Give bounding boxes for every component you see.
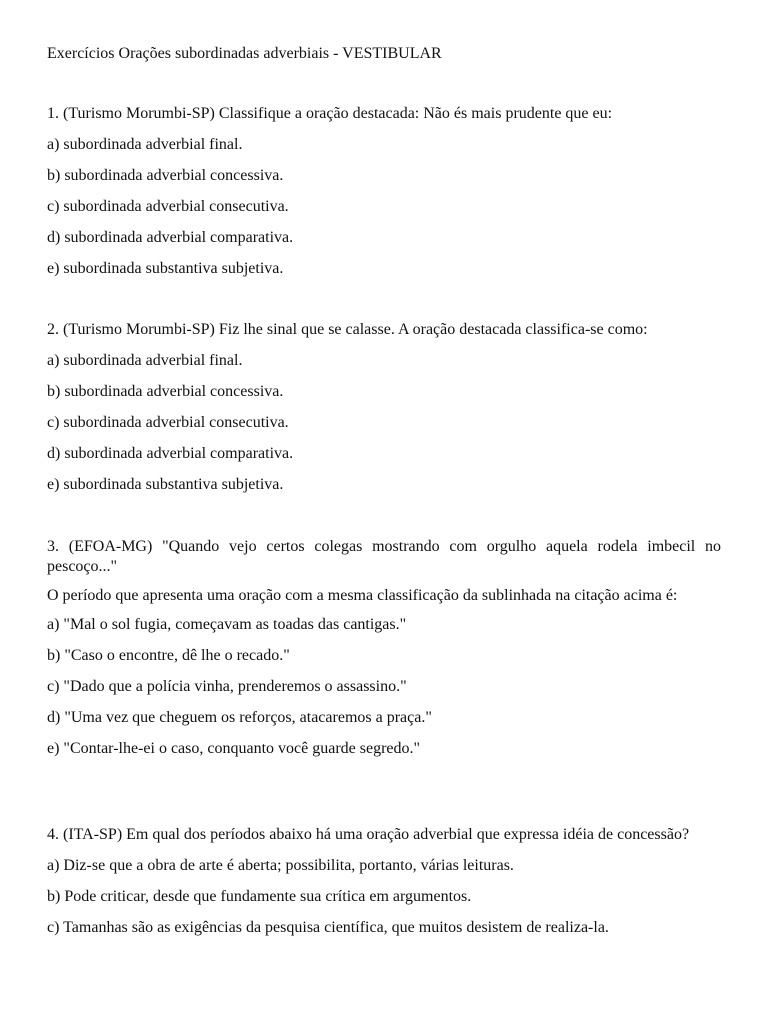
question-instruction: O período que apresenta uma oração com a mesma classificação da sublinhada na citação acima é: bbox=[47, 587, 678, 604]
option-d: d) "Uma vez que cheguem os reforços, atacaremos a praça." bbox=[47, 709, 432, 726]
option-c: c) Tamanhas são as exigências da pesquisa científica, que muitos desistem de realiza-la. bbox=[47, 919, 609, 936]
option-e: e) subordinada substantiva subjetiva. bbox=[47, 260, 284, 277]
option-a: a) subordinada adverbial final. bbox=[47, 352, 243, 369]
option-b: b) subordinada adverbial concessiva. bbox=[47, 167, 284, 184]
question-stem: 3. (EFOA-MG) "Quando vejo certos colegas mostrando com orgulho aquela rodela imbecil no pescoço..." bbox=[47, 538, 721, 575]
question-stem: 4. (ITA-SP) Em qual dos períodos abaixo há uma oração adverbial que expressa idéia de concessão? bbox=[47, 826, 690, 843]
option-e: e) subordinada substantiva subjetiva. bbox=[47, 476, 284, 493]
option-a: a) "Mal o sol fugia, começavam as toadas das cantigas." bbox=[47, 616, 407, 633]
options-list bbox=[47, 856, 721, 938]
option-e: e) "Contar-lhe-ei o caso, conquanto você guarde segredo." bbox=[47, 740, 421, 757]
option-d: d) subordinada adverbial comparativa. bbox=[47, 229, 294, 246]
option-d: d) subordinada adverbial comparativa. bbox=[47, 445, 294, 462]
option-b: b) Pode criticar, desde que fundamente sua crítica em argumentos. bbox=[47, 888, 472, 905]
option-a: a) subordinada adverbial final. bbox=[47, 136, 243, 153]
question-3 bbox=[47, 537, 721, 759]
options-list bbox=[47, 351, 721, 495]
option-b: b) "Caso o encontre, dê lhe o recado." bbox=[47, 647, 290, 664]
question-stem: 1. (Turismo Morumbi-SP) Classifique a oração destacada: Não és mais prudente que eu: bbox=[47, 105, 613, 122]
options-list bbox=[47, 135, 721, 279]
question-stem: 2. (Turismo Morumbi-SP) Fiz lhe sinal que se calasse. A oração destacada classifica-se como: bbox=[47, 321, 648, 338]
options-list bbox=[47, 615, 721, 759]
question-2 bbox=[47, 320, 721, 495]
option-c: c) subordinada adverbial consecutiva. bbox=[47, 198, 289, 215]
document-title: Exercícios Orações subordinadas adverbiais - VESTIBULAR bbox=[47, 45, 442, 62]
question-1 bbox=[47, 104, 721, 279]
option-b: b) subordinada adverbial concessiva. bbox=[47, 383, 284, 400]
option-c: c) subordinada adverbial consecutiva. bbox=[47, 414, 289, 431]
option-c: c) "Dado que a polícia vinha, prenderemos o assassino." bbox=[47, 678, 407, 695]
question-4 bbox=[47, 825, 721, 938]
option-a: a) Diz-se que a obra de arte é aberta; possibilita, portanto, várias leituras. bbox=[47, 857, 514, 874]
